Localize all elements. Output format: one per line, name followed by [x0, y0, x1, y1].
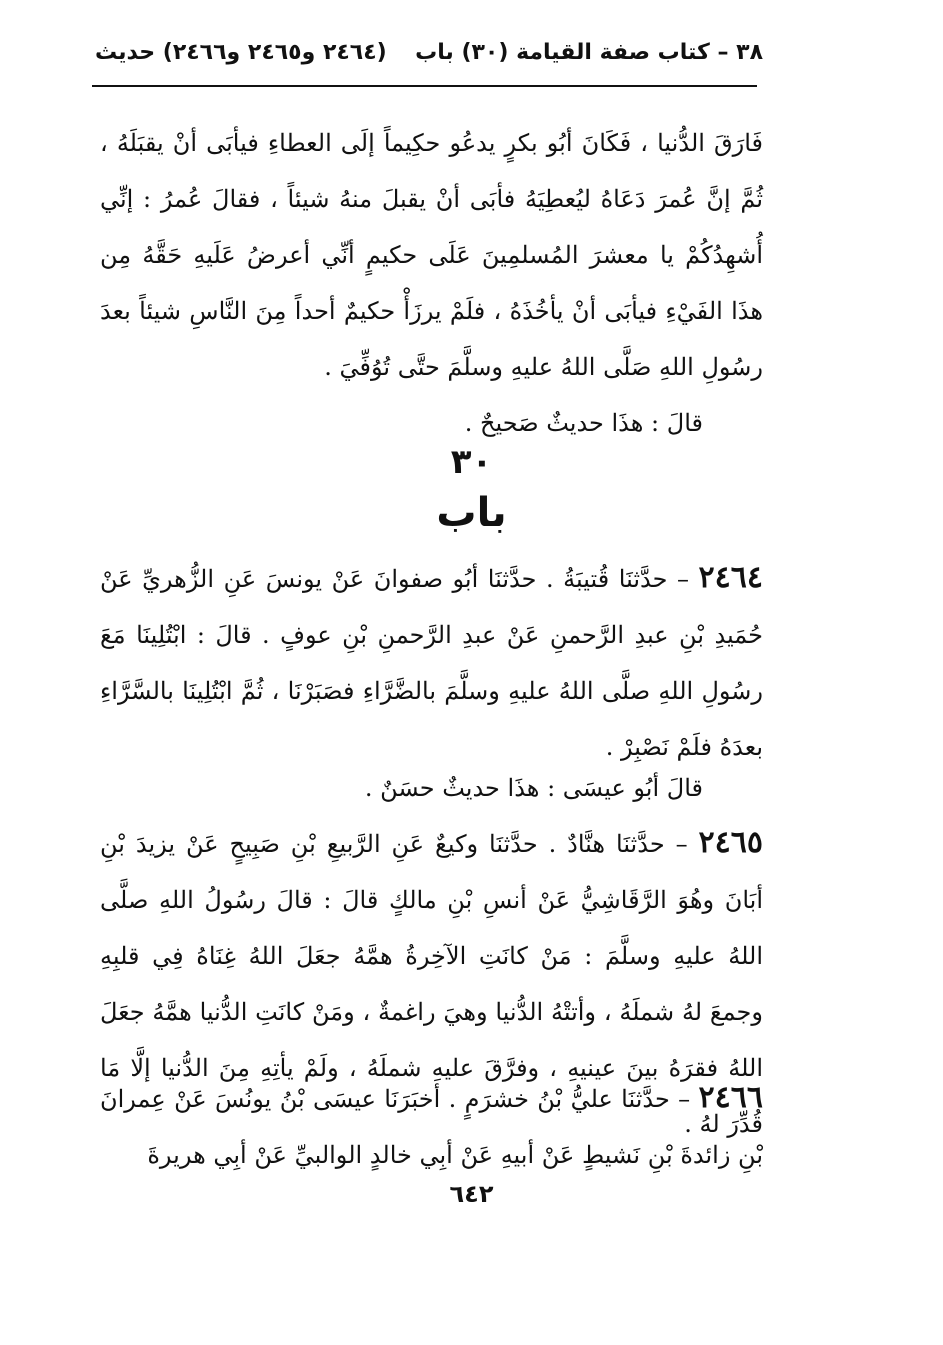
hadith-text: – حدَّثنَا هنَّادٌ . حدَّثنَا وكيعٌ عَنِ الرَّبيعِ بْنِ صَبِيحٍ عَنْ يزيدَ بْنِ أبَانَ وهُوَ الرَّقَاشِيُّ عَنْ أنسِ بْنِ مالكٍ قالَ : قالَ رسُولُ اللهِ صلَّى اللهُ عليهِ وسلَّمَ : مَنْ كانَتِ الآخِرةُ همَّهُ جعَلَ اللهُ غِنَاهُ فِي قلبِهِ وجمعَ لهُ شملَهُ ، وأتتْهُ الدُّنيا وهيَ راغمةٌ ، ومَنْ كانَتِ الدُّنيا همَّهُ جعَلَ اللهُ فقرَهُ بينَ عينيهِ ، وفرَّقَ عليهِ شملَهُ ، ولَمْ يأتِهِ مِنَ الدُّنيا إلَّا مَا قُدِّرَ لهُ . [100, 830, 763, 1138]
hadith-2464 [100, 550, 763, 775]
page-number: ٦٤٢ [449, 1180, 494, 1208]
header-hadith-range: (٢٤٦٤ و٢٤٦٥ و٢٤٦٦) حديث [95, 40, 387, 65]
intro-paragraph [100, 115, 763, 451]
hadith-2466 [100, 1070, 763, 1183]
header-rule [92, 85, 757, 87]
hadith-text: – حدَّثنَا قُتيبَةُ . حدَّثنَا أبُو صفوانَ عَنْ يونسَ عَنِ الزُّهريِّ عَنْ حُمَيدِ بْنِ عبدِ الرَّحمنِ عَنْ عبدِ الرَّحمنِ بْنِ عوفٍ . قالَ : ابْتُلِينَا مَعَ رسُولِ اللهِ صلَّى اللهُ عليهِ وسلَّمَ بالضَّرَّاءِ فصَبَرْنَا ، ثُمَّ ابْتُلِينَا بالسَّرَّاءِ بعدَهُ فلَمْ نَصْبِرْ . [100, 565, 763, 761]
chapter-title: باب [436, 490, 507, 536]
hadith-number: ٢٤٦٤ [698, 560, 763, 595]
hadith-number: ٢٤٦٥ [698, 825, 763, 860]
intro-closing: قالَ : هذَا حديثٌ صَحيحٌ . [464, 409, 703, 437]
header-right-title: ٣٨ – كتاب صفة القيامة (٣٠) باب [415, 40, 763, 65]
hadith-number: ٢٤٦٦ [698, 1080, 763, 1115]
intro-text: فَارَقَ الدُّنيا ، فَكَانَ أبُو بكرٍ يدعُو حكِيماً إلَى العطاءِ فيأبَى أنْ يقبَلَهُ ، ثُمَّ إنَّ عُمرَ دَعَاهُ ليُعطِيَهُ فأبَى أنْ يقبلَ منهُ شيئاً ، فقالَ عُمرُ : إنِّي أُشهِدُكُمْ يا معشرَ المُسلمِينَ عَلَى حكيمٍ أنِّي أعرضُ عَلَيهِ حَقَّهُ مِن هذَا الفَيْءِ فيأبَى أنْ يأخُذَهُ ، فلَمْ يرزَأْ حكيمٌ أحداً مِنَ النَّاسِ شيئاً بعدَ رسُولِ اللهِ صَلَّى اللهُ عليهِ وسلَّمَ حتَّى تُوُفِّيَ . [100, 129, 763, 381]
hadith-text: – حدَّثنَا عليُّ بْنُ خشرَمٍ . أخبَرَنَا عيسَى بْنُ يونُسَ عَنْ عِمرانَ بْنِ زائدةَ بْنِ نَشيطٍ عَنْ أبيهِ عَنْ أبِي خالدٍ الوالبيِّ عَنْ أبِي هريرةَ [100, 1085, 763, 1169]
running-header [95, 30, 763, 75]
hadith-2464-closing: قالَ أبُو عيسَى : هذَا حديثٌ حسَنٌ . [364, 774, 703, 802]
chapter-number: ٣٠ [450, 442, 493, 482]
